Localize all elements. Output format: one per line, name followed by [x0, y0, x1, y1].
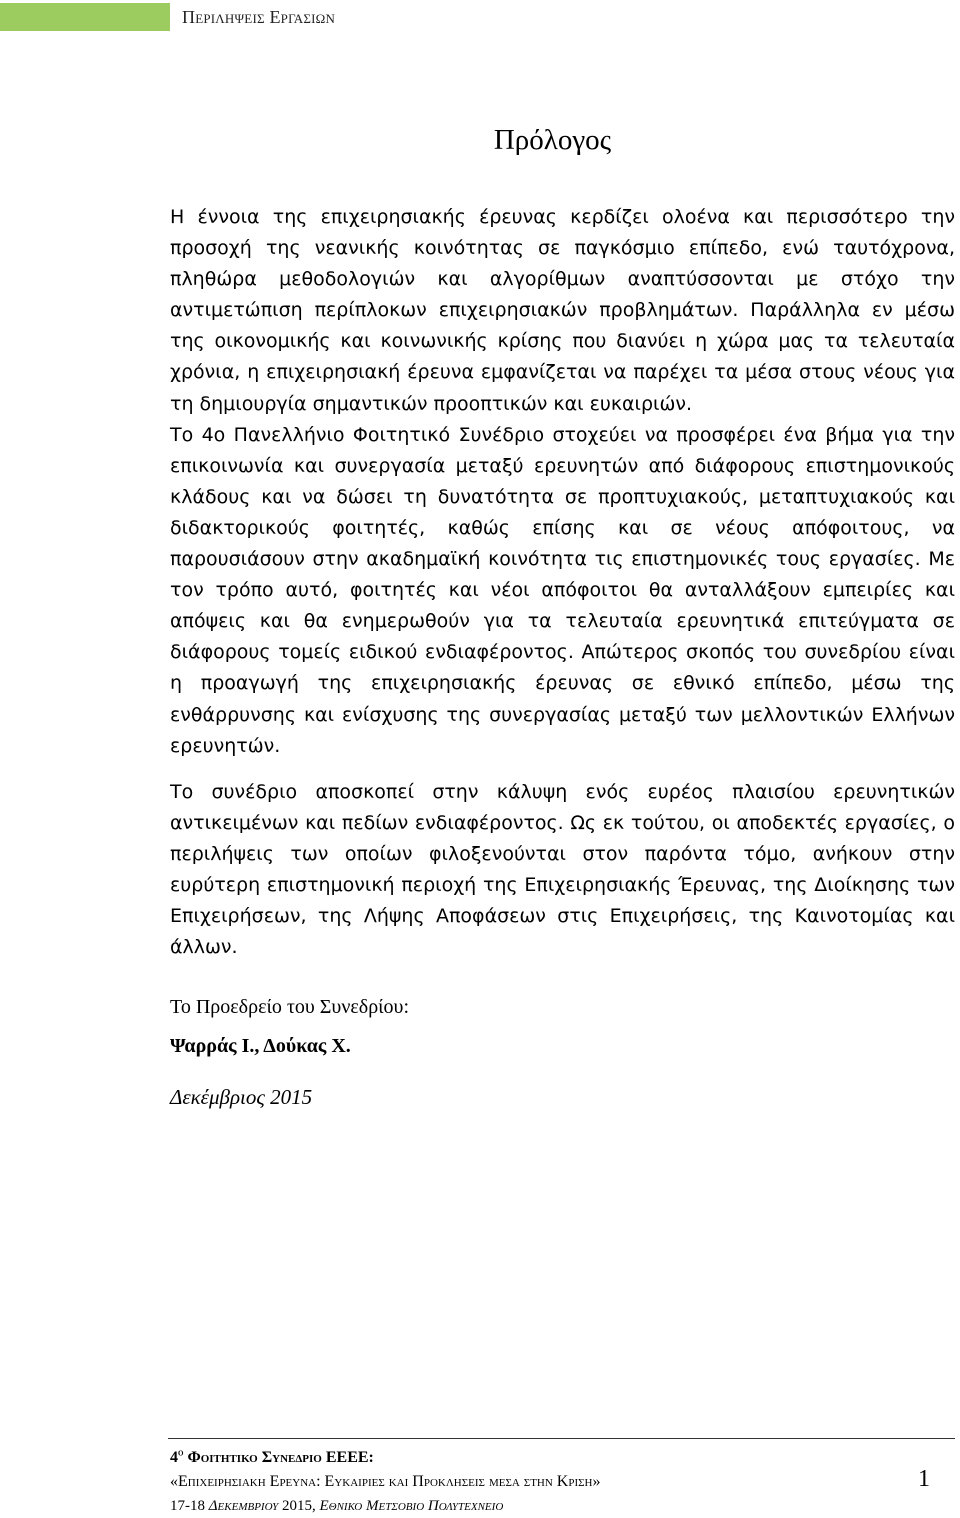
footer-month: Δεκεμβριου — [208, 1498, 279, 1514]
footer-conference-theme: «Επιχειρησιακη Ερευνα: Ευκαιριες και Προκλησεις μεσα στην Κριση» — [170, 1473, 601, 1490]
signature-names: Ψαρράς Ι., Δούκας Χ. — [170, 1035, 351, 1057]
footer-conf-sup: ο — [178, 1447, 184, 1459]
page-header — [0, 0, 960, 34]
signature-label: Το Προεδρείο του Συνεδρίου: — [170, 996, 410, 1018]
paragraph-2: Το 4ο Πανελλήνιο Φοιτητικό Συνέδριο στοχεύει να προσφέρει ένα βήμα για την επικοινωνία και συνεργασία μεταξύ ερευνητών από διάφορους επιστημονικούς κλάδους και να δώσει τη δυνατότητα σε προπτυχιακούς, μεταπτυχιακούς και διδακτορικούς φοιτητές, καθώς επίσης και σε νέους απόφοιτους, να παρουσιάσουν στην ακαδημαϊκή κοινότητα τις επιστημονικές τους εργασίες. Με τον τρόπο αυτό, φοιτητές και νέοι απόφοιτοι θα ανταλλάξουν εμπειρίες και απόψεις και θα ενημερωθούν για τα τελευταία ερευνητικά επιτεύγματα σε διάφορους τομείς ειδικού ενδιαφέροντος. Απώτερος σκοπός του συνεδρίου είναι η προαγωγή της επιχειρησιακής έρευνας σε εθνικό επίπεδο, μέσω της ενθάρρυνσης και ενίσχυσης της συνεργασίας μεταξύ των μελλοντικών Ελλήνων ερευνητών. — [170, 423, 955, 757]
footer-venue: Εθνικο Μετσοβιο Πολυτεχνειο — [319, 1498, 504, 1514]
page-title: Πρόλογος — [493, 124, 612, 156]
footer-dates: 17-18 — [170, 1498, 205, 1514]
page-footer — [170, 1446, 955, 1518]
header-title: Περιληψεις Εργασιων — [182, 7, 336, 27]
paragraph-1: Η έννοια της επιχειρησιακής έρευνας κερδίζει ολοένα και περισσότερο την προσοχή της νεανικής κοινότητας σε παγκόσμιο επίπεδο, ενώ ταυτόχρονα, πληθώρα μεθοδολογιών και αλγορίθμων αναπτύσσονται με στόχο την αντιμετώπιση περίπλοκων επιχειρησιακών προβλημάτων. Παράλληλα εν μέσω της οικονομικής και κοινωνικής κρίσης που διανύει η χώρα μας τα τελευταία χρόνια, η επιχειρησιακή έρευνα εμφανίζεται να παρέχει τα μέσα στους νέους για τη δημιουργία σημαντικών προοπτικών και ευκαιριών. — [170, 206, 955, 415]
page-number: 1 — [918, 1466, 930, 1492]
prologue-body — [170, 202, 955, 963]
footer-year: 2015, — [281, 1498, 316, 1514]
footer-conf-number: 4 — [170, 1449, 178, 1466]
signature-date: Δεκέμβριος 2015 — [170, 1085, 313, 1109]
footer-divider — [168, 1438, 955, 1439]
header-accent-bar — [0, 3, 170, 31]
paragraph-3: Το συνέδριο αποσκοπεί στην κάλυψη ενός ευρέος πλαισίου ερευνητικών αντικειμένων και πεδίων ενδιαφέροντος. Ως εκ τούτου, οι αποδεκτές εργασίες, ο περιλήψεις των οποίων φιλοξενούνται στον παρόντα τόμο, ανήκουν στην ευρύτερη επιστημονική περιοχή της Επιχειρησιακής Έρευνας, της Διοίκησης των Επιχειρήσεων, της Λήψης Αποφάσεων στις Επιχειρήσεις, της Καινοτομίας και άλλων. — [170, 780, 955, 959]
footer-conf-title: Φοιτητικο Συνεδριο ΕΕΕΕ: — [187, 1449, 374, 1466]
footer-conference-details — [170, 1494, 955, 1518]
footer-conference-name — [170, 1446, 955, 1470]
